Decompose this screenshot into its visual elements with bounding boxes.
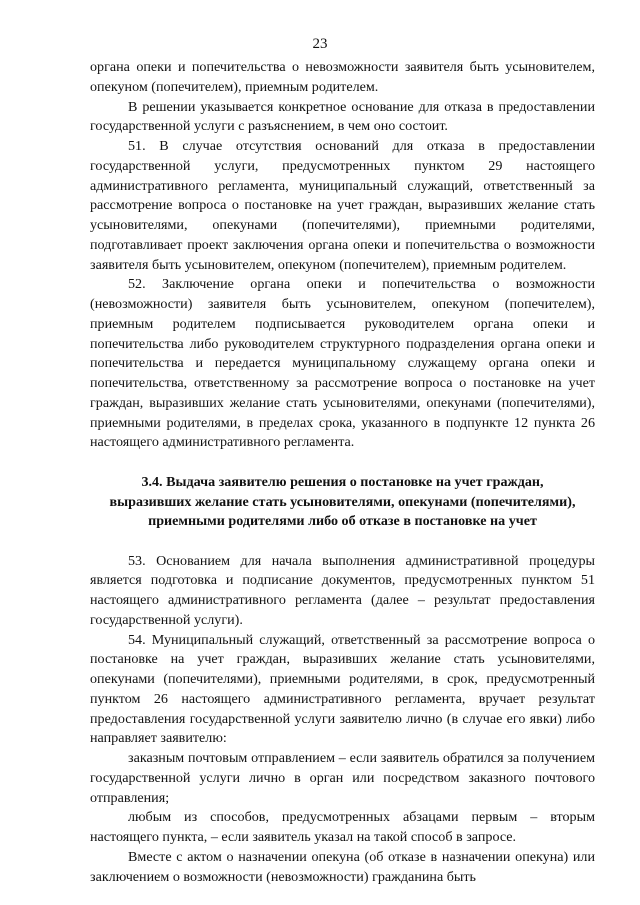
paragraph-any-method: любым из способов, предусмотренных абзацами первым – вторым настоящего пункта, – если заявитель указал на такой способ в запросе. <box>90 809 595 845</box>
paragraph-53: 53. Основанием для начала выполнения административной процедуры является подготовка и подписание документов, предусмотренных пунктом 51 настоящего административного регламента (далее – результат предоставления государственной услуги). <box>90 552 595 628</box>
paragraph-guardian-act: Вместе с актом о назначении опекуна (об отказе в назначении опекуна) или заключением о возможности (невозможности) гражданина быть <box>90 848 595 885</box>
section-heading-3-4 <box>90 473 595 532</box>
paragraph-continuation: органа опеки и попечительства о невозможности заявителя быть усыновителем, опекуном (попечителем), приемным родителем. <box>90 59 595 95</box>
document-body <box>90 58 595 887</box>
paragraph-52: 52. Заключение органа опеки и попечительства о возможности (невозможности) заявителя быть усыновителем, опекуном (попечителем), приемным родителем подписывается руководителем органа опеки и попечительства либо руководителем структурного подразделения органа опеки и попечительства и передается муниципальному служащему органа опеки и попечительства, ответственному за рассмотрение вопроса о постановке на учет граждан, выразивших желание стать усыновителями, опекунами (попечителями), приемными родителями, в пределах срока, указанного в подпункте 12 пункта 26 настоящего административного регламента. <box>90 276 595 451</box>
section-heading-line: выразивших желание стать усыновителями, опекунами (попечителями), <box>109 493 576 510</box>
paragraph-refusal-basis: В решении указывается конкретное основание для отказа в предоставлении государственной услуги с разъяснением, в чем оно состоит. <box>90 98 595 135</box>
page-number: 23 <box>312 36 328 52</box>
section-heading-line: приемными родителями либо об отказе в постановке на учет <box>148 513 537 529</box>
section-heading-line: 3.4. Выдача заявителю решения о постановке на учет граждан, <box>141 474 544 490</box>
paragraph-registered-mail: заказным почтовым отправлением – если заявитель обратился за получением государственной услуги лично в орган или посредством заказного почтового отправления; <box>90 750 595 806</box>
paragraph-51: 51. В случае отсутствия оснований для отказа в предоставлении государственной услуги, предусмотренных пунктом 29 настоящего административного регламента, муниципальный служащий, ответственный за рассмотрение вопроса о постановке на учет граждан, выразивших желание стать усыновителями, опекунами (попечителями), приемными родителями, подготавливает проект заключения органа опеки и попечительства о возможности заявителя быть усыновителем, опекуном (попечителем), приемным родителем. <box>90 138 595 273</box>
paragraph-54: 54. Муниципальный служащий, ответственный за рассмотрение вопроса о постановке на учет граждан, выразивших желание стать усыновителями, опекунами (попечителями), приемными родителями, в срок, предусмотренный пунктом 26 настоящего административного регламента, вручает результат предоставления государственной услуги заявителю лично (в случае его явки) либо направляет заявителю: <box>90 631 595 747</box>
